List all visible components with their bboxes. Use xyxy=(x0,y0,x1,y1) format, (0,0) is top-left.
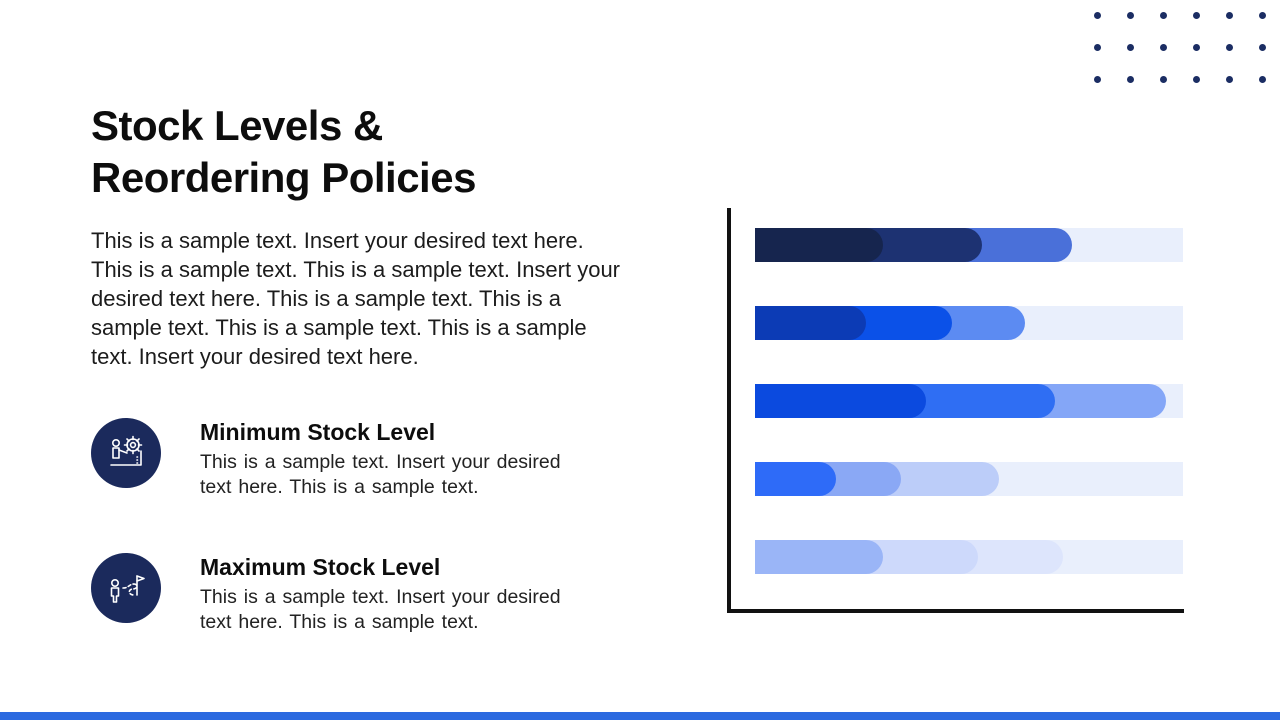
dot xyxy=(1127,76,1134,83)
dot xyxy=(1226,76,1233,83)
dot xyxy=(1160,76,1167,83)
chart-bar-row xyxy=(755,540,1183,574)
intro-paragraph: This is a sample text. Insert your desired text here. This is a sample text. This is a sample text. Insert your desired text here. This is a sample text. This is a sample text. This is a sample text. This is a sample text. Insert your desired text here. xyxy=(91,228,621,369)
chart-bar-segment xyxy=(755,306,866,340)
dot xyxy=(1160,12,1167,19)
page-title-line2: Reordering Policies xyxy=(91,154,476,201)
dot xyxy=(1127,12,1134,19)
dot xyxy=(1094,12,1101,19)
dot xyxy=(1127,44,1134,51)
chart-bar-row xyxy=(755,462,1183,496)
feature-title-minimum-stock: Minimum Stock Level xyxy=(200,419,436,445)
chart-bar-row xyxy=(755,306,1183,340)
dot xyxy=(1193,12,1200,19)
footer-accent-bar xyxy=(0,712,1280,720)
dot xyxy=(1226,12,1233,19)
feature-text xyxy=(200,553,590,635)
person-gear-icon xyxy=(91,418,161,488)
feature-item-maximum-stock xyxy=(91,553,590,635)
chart-bar-row xyxy=(755,384,1183,418)
feature-description-maximum-stock: This is a sample text. Insert your desired text here. This is a sample text. xyxy=(200,586,561,633)
dot xyxy=(1259,44,1266,51)
feature-list xyxy=(91,418,590,635)
dot xyxy=(1259,76,1266,83)
feature-description-minimum-stock: This is a sample text. Insert your desired text here. This is a sample text. xyxy=(200,451,561,498)
chart-bar-segment xyxy=(755,228,883,262)
feature-item-minimum-stock xyxy=(91,418,590,500)
page-title xyxy=(91,100,651,204)
person-goal-flag-icon xyxy=(91,553,161,623)
page-title-line1: Stock Levels & xyxy=(91,102,383,149)
left-column xyxy=(91,100,651,371)
dot-grid-decoration xyxy=(1094,12,1266,83)
stock-levels-bar-chart xyxy=(727,208,1184,613)
feature-text xyxy=(200,418,590,500)
dot xyxy=(1160,44,1167,51)
chart-bar-segment xyxy=(755,462,836,496)
chart-bar-segment xyxy=(755,540,883,574)
dot xyxy=(1094,76,1101,83)
chart-bar-row xyxy=(755,228,1183,262)
chart-bar-segment xyxy=(755,384,926,418)
dot xyxy=(1193,76,1200,83)
feature-title-maximum-stock: Maximum Stock Level xyxy=(200,554,441,580)
dot xyxy=(1259,12,1266,19)
dot xyxy=(1193,44,1200,51)
dot xyxy=(1094,44,1101,51)
dot xyxy=(1226,44,1233,51)
